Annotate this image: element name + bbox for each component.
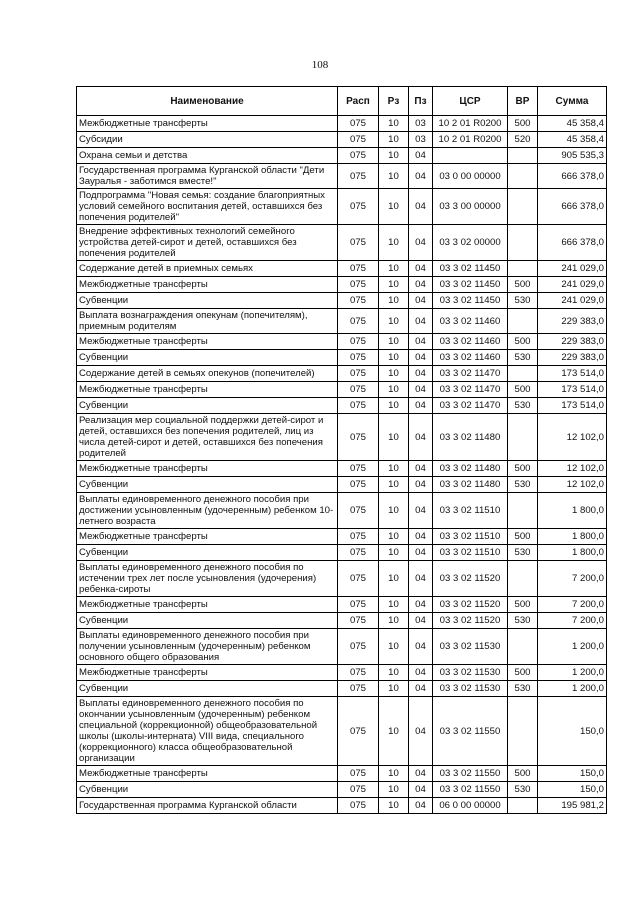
cell-rasp: 075 <box>338 366 379 382</box>
cell-csr: 03 0 00 00000 <box>433 164 508 189</box>
table-row <box>77 561 607 597</box>
cell-csr: 03 3 02 11480 <box>433 477 508 493</box>
cell-vr: 500 <box>508 334 538 350</box>
cell-rz: 10 <box>379 597 409 613</box>
cell-rasp: 075 <box>338 681 379 697</box>
cell-csr <box>433 148 508 164</box>
cell-vr: 500 <box>508 461 538 477</box>
cell-rasp: 075 <box>338 398 379 414</box>
cell-rz: 10 <box>379 277 409 293</box>
table-row <box>77 766 607 782</box>
table-row <box>77 261 607 277</box>
cell-rz: 10 <box>379 382 409 398</box>
cell-pz: 04 <box>409 597 433 613</box>
cell-rz: 10 <box>379 798 409 814</box>
cell-name: Межбюджетные трансферты <box>77 277 338 293</box>
cell-name: Межбюджетные трансферты <box>77 529 338 545</box>
cell-sum: 173 514,0 <box>538 366 607 382</box>
cell-name: Субвенции <box>77 613 338 629</box>
cell-vr: 500 <box>508 597 538 613</box>
cell-name: Субсидии <box>77 132 338 148</box>
cell-name: Выплаты единовременного денежного пособия по окончании усыновленным (удочеренным) ребенком специальной (коррекционной) общеобразовательной школы (школы-интерната) VIII вида, специального (коррекционного) класса общеобразовательной организации <box>77 697 338 766</box>
cell-csr: 03 3 02 11530 <box>433 629 508 665</box>
cell-rasp: 075 <box>338 261 379 277</box>
table-row <box>77 798 607 814</box>
cell-pz: 04 <box>409 261 433 277</box>
cell-rz: 10 <box>379 493 409 529</box>
cell-name: Межбюджетные трансферты <box>77 116 338 132</box>
cell-vr <box>508 697 538 766</box>
cell-rz: 10 <box>379 697 409 766</box>
page-number: 108 <box>311 59 329 71</box>
cell-vr: 530 <box>508 293 538 309</box>
table-row <box>77 382 607 398</box>
cell-pz: 04 <box>409 766 433 782</box>
cell-rz: 10 <box>379 148 409 164</box>
cell-pz: 04 <box>409 798 433 814</box>
header-rz: Рз <box>379 87 409 116</box>
cell-csr: 03 3 00 00000 <box>433 189 508 225</box>
cell-name: Межбюджетные трансферты <box>77 334 338 350</box>
cell-csr: 03 3 02 11510 <box>433 493 508 529</box>
cell-vr <box>508 798 538 814</box>
cell-rz: 10 <box>379 225 409 261</box>
cell-pz: 03 <box>409 116 433 132</box>
cell-pz: 04 <box>409 681 433 697</box>
cell-rasp: 075 <box>338 164 379 189</box>
cell-vr: 530 <box>508 350 538 366</box>
cell-sum: 229 383,0 <box>538 350 607 366</box>
cell-rz: 10 <box>379 681 409 697</box>
cell-sum: 45 358,4 <box>538 116 607 132</box>
cell-sum: 1 200,0 <box>538 681 607 697</box>
cell-rasp: 075 <box>338 529 379 545</box>
table-row <box>77 293 607 309</box>
table-row <box>77 461 607 477</box>
table-row <box>77 545 607 561</box>
cell-rz: 10 <box>379 398 409 414</box>
cell-sum: 241 029,0 <box>538 293 607 309</box>
cell-rasp: 075 <box>338 782 379 798</box>
table-row <box>77 164 607 189</box>
table-row <box>77 309 607 334</box>
cell-rasp: 075 <box>338 225 379 261</box>
cell-pz: 03 <box>409 132 433 148</box>
cell-rz: 10 <box>379 261 409 277</box>
cell-csr: 03 3 02 11530 <box>433 665 508 681</box>
cell-rz: 10 <box>379 529 409 545</box>
cell-csr: 10 2 01 R0200 <box>433 116 508 132</box>
table-row <box>77 529 607 545</box>
cell-rz: 10 <box>379 561 409 597</box>
cell-pz: 04 <box>409 366 433 382</box>
cell-sum: 12 102,0 <box>538 414 607 461</box>
cell-vr <box>508 225 538 261</box>
cell-vr: 530 <box>508 613 538 629</box>
table-row <box>77 681 607 697</box>
cell-rz: 10 <box>379 189 409 225</box>
cell-csr: 03 3 02 11550 <box>433 766 508 782</box>
cell-rz: 10 <box>379 309 409 334</box>
cell-sum: 195 981,2 <box>538 798 607 814</box>
cell-sum: 229 383,0 <box>538 334 607 350</box>
cell-rz: 10 <box>379 613 409 629</box>
table-row <box>77 414 607 461</box>
table-row <box>77 597 607 613</box>
cell-csr: 03 3 02 11480 <box>433 414 508 461</box>
cell-rasp: 075 <box>338 132 379 148</box>
cell-pz: 04 <box>409 382 433 398</box>
table-row <box>77 148 607 164</box>
cell-name: Межбюджетные трансферты <box>77 766 338 782</box>
cell-pz: 04 <box>409 561 433 597</box>
cell-sum: 150,0 <box>538 697 607 766</box>
header-row <box>77 87 607 116</box>
cell-sum: 1 800,0 <box>538 529 607 545</box>
cell-rasp: 075 <box>338 293 379 309</box>
cell-rasp: 075 <box>338 697 379 766</box>
cell-vr <box>508 309 538 334</box>
cell-vr: 500 <box>508 116 538 132</box>
cell-name: Субвенции <box>77 293 338 309</box>
cell-name: Межбюджетные трансферты <box>77 382 338 398</box>
cell-pz: 04 <box>409 414 433 461</box>
cell-rz: 10 <box>379 461 409 477</box>
cell-rasp: 075 <box>338 493 379 529</box>
cell-sum: 150,0 <box>538 766 607 782</box>
header-csr: ЦСР <box>433 87 508 116</box>
cell-csr: 03 3 02 11470 <box>433 398 508 414</box>
cell-name: Межбюджетные трансферты <box>77 597 338 613</box>
cell-pz: 04 <box>409 225 433 261</box>
cell-vr: 520 <box>508 132 538 148</box>
cell-vr: 500 <box>508 766 538 782</box>
cell-vr <box>508 261 538 277</box>
cell-rasp: 075 <box>338 545 379 561</box>
table-row <box>77 613 607 629</box>
cell-csr: 03 3 02 11550 <box>433 697 508 766</box>
cell-vr <box>508 629 538 665</box>
cell-rz: 10 <box>379 782 409 798</box>
cell-csr: 06 0 00 00000 <box>433 798 508 814</box>
cell-name: Межбюджетные трансферты <box>77 461 338 477</box>
cell-pz: 04 <box>409 613 433 629</box>
cell-sum: 45 358,4 <box>538 132 607 148</box>
cell-rasp: 075 <box>338 561 379 597</box>
cell-pz: 04 <box>409 293 433 309</box>
cell-vr <box>508 189 538 225</box>
cell-rasp: 075 <box>338 382 379 398</box>
cell-sum: 173 514,0 <box>538 382 607 398</box>
cell-sum: 905 535,3 <box>538 148 607 164</box>
cell-rasp: 075 <box>338 461 379 477</box>
cell-pz: 04 <box>409 277 433 293</box>
cell-rz: 10 <box>379 132 409 148</box>
cell-rasp: 075 <box>338 189 379 225</box>
cell-pz: 04 <box>409 529 433 545</box>
cell-vr: 500 <box>508 529 538 545</box>
cell-rz: 10 <box>379 366 409 382</box>
cell-rz: 10 <box>379 665 409 681</box>
cell-csr: 03 3 02 11470 <box>433 382 508 398</box>
cell-vr: 530 <box>508 681 538 697</box>
cell-name: Выплаты единовременного денежного пособия по истечении трех лет после усыновления (удочерения) ребенка-сироты <box>77 561 338 597</box>
cell-rasp: 075 <box>338 334 379 350</box>
cell-rasp: 075 <box>338 597 379 613</box>
cell-sum: 7 200,0 <box>538 597 607 613</box>
table-row <box>77 782 607 798</box>
cell-csr: 03 3 02 00000 <box>433 225 508 261</box>
cell-sum: 666 378,0 <box>538 189 607 225</box>
cell-sum: 1 800,0 <box>538 545 607 561</box>
cell-sum: 666 378,0 <box>538 225 607 261</box>
cell-name: Субвенции <box>77 350 338 366</box>
cell-rasp: 075 <box>338 477 379 493</box>
cell-csr: 03 3 02 11450 <box>433 293 508 309</box>
cell-name: Выплата вознаграждения опекунам (попечителям), приемным родителям <box>77 309 338 334</box>
cell-rz: 10 <box>379 545 409 561</box>
cell-rz: 10 <box>379 164 409 189</box>
table-row <box>77 225 607 261</box>
cell-rz: 10 <box>379 629 409 665</box>
cell-rz: 10 <box>379 414 409 461</box>
cell-pz: 04 <box>409 665 433 681</box>
cell-csr: 03 3 02 11450 <box>433 261 508 277</box>
cell-csr: 03 3 02 11460 <box>433 334 508 350</box>
cell-name: Субвенции <box>77 782 338 798</box>
header-name: Наименование <box>77 87 338 116</box>
cell-name: Реализация мер социальной поддержки детей-сирот и детей, оставшихся без попечения родителей, лиц из числа детей-сирот и детей, оставшихся без попечения родителей <box>77 414 338 461</box>
cell-rz: 10 <box>379 334 409 350</box>
cell-pz: 04 <box>409 461 433 477</box>
cell-rasp: 075 <box>338 277 379 293</box>
header-sum: Сумма <box>538 87 607 116</box>
cell-pz: 04 <box>409 309 433 334</box>
cell-sum: 229 383,0 <box>538 309 607 334</box>
cell-rasp: 075 <box>338 309 379 334</box>
cell-vr <box>508 164 538 189</box>
cell-name: Внедрение эффективных технологий семейного устройства детей-сирот и детей, оставшихся без попечения родителей <box>77 225 338 261</box>
cell-rasp: 075 <box>338 766 379 782</box>
cell-vr: 530 <box>508 398 538 414</box>
cell-pz: 04 <box>409 545 433 561</box>
cell-pz: 04 <box>409 334 433 350</box>
cell-name: Субвенции <box>77 545 338 561</box>
cell-vr: 500 <box>508 277 538 293</box>
cell-csr: 03 3 02 11520 <box>433 597 508 613</box>
cell-name: Государственная программа Курганской области <box>77 798 338 814</box>
cell-pz: 04 <box>409 148 433 164</box>
cell-pz: 04 <box>409 782 433 798</box>
cell-rz: 10 <box>379 350 409 366</box>
table-row <box>77 116 607 132</box>
cell-pz: 04 <box>409 189 433 225</box>
cell-csr: 03 3 02 11460 <box>433 350 508 366</box>
cell-rasp: 075 <box>338 116 379 132</box>
cell-csr: 10 2 01 R0200 <box>433 132 508 148</box>
cell-pz: 04 <box>409 697 433 766</box>
cell-vr: 530 <box>508 477 538 493</box>
cell-name: Содержание детей в семьях опекунов (попечителей) <box>77 366 338 382</box>
cell-name: Содержание детей в приемных семьях <box>77 261 338 277</box>
cell-vr <box>508 493 538 529</box>
cell-sum: 666 378,0 <box>538 164 607 189</box>
cell-csr: 03 3 02 11480 <box>433 461 508 477</box>
cell-sum: 1 200,0 <box>538 629 607 665</box>
cell-name: Межбюджетные трансферты <box>77 665 338 681</box>
cell-csr: 03 3 02 11510 <box>433 545 508 561</box>
cell-csr: 03 3 02 11520 <box>433 613 508 629</box>
table-row <box>77 366 607 382</box>
cell-vr: 530 <box>508 545 538 561</box>
cell-pz: 04 <box>409 629 433 665</box>
table-row <box>77 189 607 225</box>
cell-sum: 1 200,0 <box>538 665 607 681</box>
cell-name: Выплаты единовременного денежного пособия при достижении усыновленным (удочеренным) ребенком 10-летнего возраста <box>77 493 338 529</box>
cell-sum: 173 514,0 <box>538 398 607 414</box>
cell-rz: 10 <box>379 766 409 782</box>
table-row <box>77 477 607 493</box>
cell-pz: 04 <box>409 477 433 493</box>
table-row <box>77 629 607 665</box>
cell-name: Подпрограмма "Новая семья: создание благоприятных условий семейного воспитания детей, оставшихся без попечения родителей" <box>77 189 338 225</box>
header-rasp: Расп <box>338 87 379 116</box>
cell-vr: 500 <box>508 665 538 681</box>
cell-rasp: 075 <box>338 629 379 665</box>
table-row <box>77 697 607 766</box>
cell-vr <box>508 366 538 382</box>
cell-vr <box>508 561 538 597</box>
cell-vr: 530 <box>508 782 538 798</box>
cell-rasp: 075 <box>338 665 379 681</box>
budget-table <box>76 86 607 814</box>
cell-sum: 7 200,0 <box>538 561 607 597</box>
cell-pz: 04 <box>409 398 433 414</box>
cell-rasp: 075 <box>338 148 379 164</box>
cell-name: Субвенции <box>77 477 338 493</box>
cell-sum: 1 800,0 <box>538 493 607 529</box>
cell-sum: 241 029,0 <box>538 277 607 293</box>
cell-rasp: 075 <box>338 798 379 814</box>
cell-rasp: 075 <box>338 350 379 366</box>
cell-sum: 12 102,0 <box>538 477 607 493</box>
cell-csr: 03 3 02 11510 <box>433 529 508 545</box>
header-pz: Пз <box>409 87 433 116</box>
cell-sum: 150,0 <box>538 782 607 798</box>
table-row <box>77 277 607 293</box>
cell-name: Выплаты единовременного денежного пособия при получении усыновленным (удочеренным) ребенком основного общего образования <box>77 629 338 665</box>
cell-pz: 04 <box>409 164 433 189</box>
cell-vr <box>508 148 538 164</box>
cell-vr <box>508 414 538 461</box>
cell-csr: 03 3 02 11460 <box>433 309 508 334</box>
cell-rasp: 075 <box>338 613 379 629</box>
cell-csr: 03 3 02 11550 <box>433 782 508 798</box>
table-row <box>77 493 607 529</box>
cell-sum: 241 029,0 <box>538 261 607 277</box>
cell-name: Субвенции <box>77 398 338 414</box>
header-vr: ВР <box>508 87 538 116</box>
cell-name: Субвенции <box>77 681 338 697</box>
cell-vr: 500 <box>508 382 538 398</box>
cell-pz: 04 <box>409 350 433 366</box>
cell-name: Государственная программа Курганской области "Дети Зауралья - заботимся вместе!" <box>77 164 338 189</box>
table-row <box>77 398 607 414</box>
cell-name: Охрана семьи и детства <box>77 148 338 164</box>
table-row <box>77 665 607 681</box>
cell-rz: 10 <box>379 116 409 132</box>
table-row <box>77 350 607 366</box>
cell-sum: 12 102,0 <box>538 461 607 477</box>
table-row <box>77 334 607 350</box>
table-body <box>77 116 607 814</box>
cell-sum: 7 200,0 <box>538 613 607 629</box>
cell-csr: 03 3 02 11520 <box>433 561 508 597</box>
cell-rz: 10 <box>379 477 409 493</box>
cell-csr: 03 3 02 11470 <box>433 366 508 382</box>
cell-csr: 03 3 02 11450 <box>433 277 508 293</box>
cell-csr: 03 3 02 11530 <box>433 681 508 697</box>
cell-rz: 10 <box>379 293 409 309</box>
cell-rasp: 075 <box>338 414 379 461</box>
cell-pz: 04 <box>409 493 433 529</box>
table-row <box>77 132 607 148</box>
